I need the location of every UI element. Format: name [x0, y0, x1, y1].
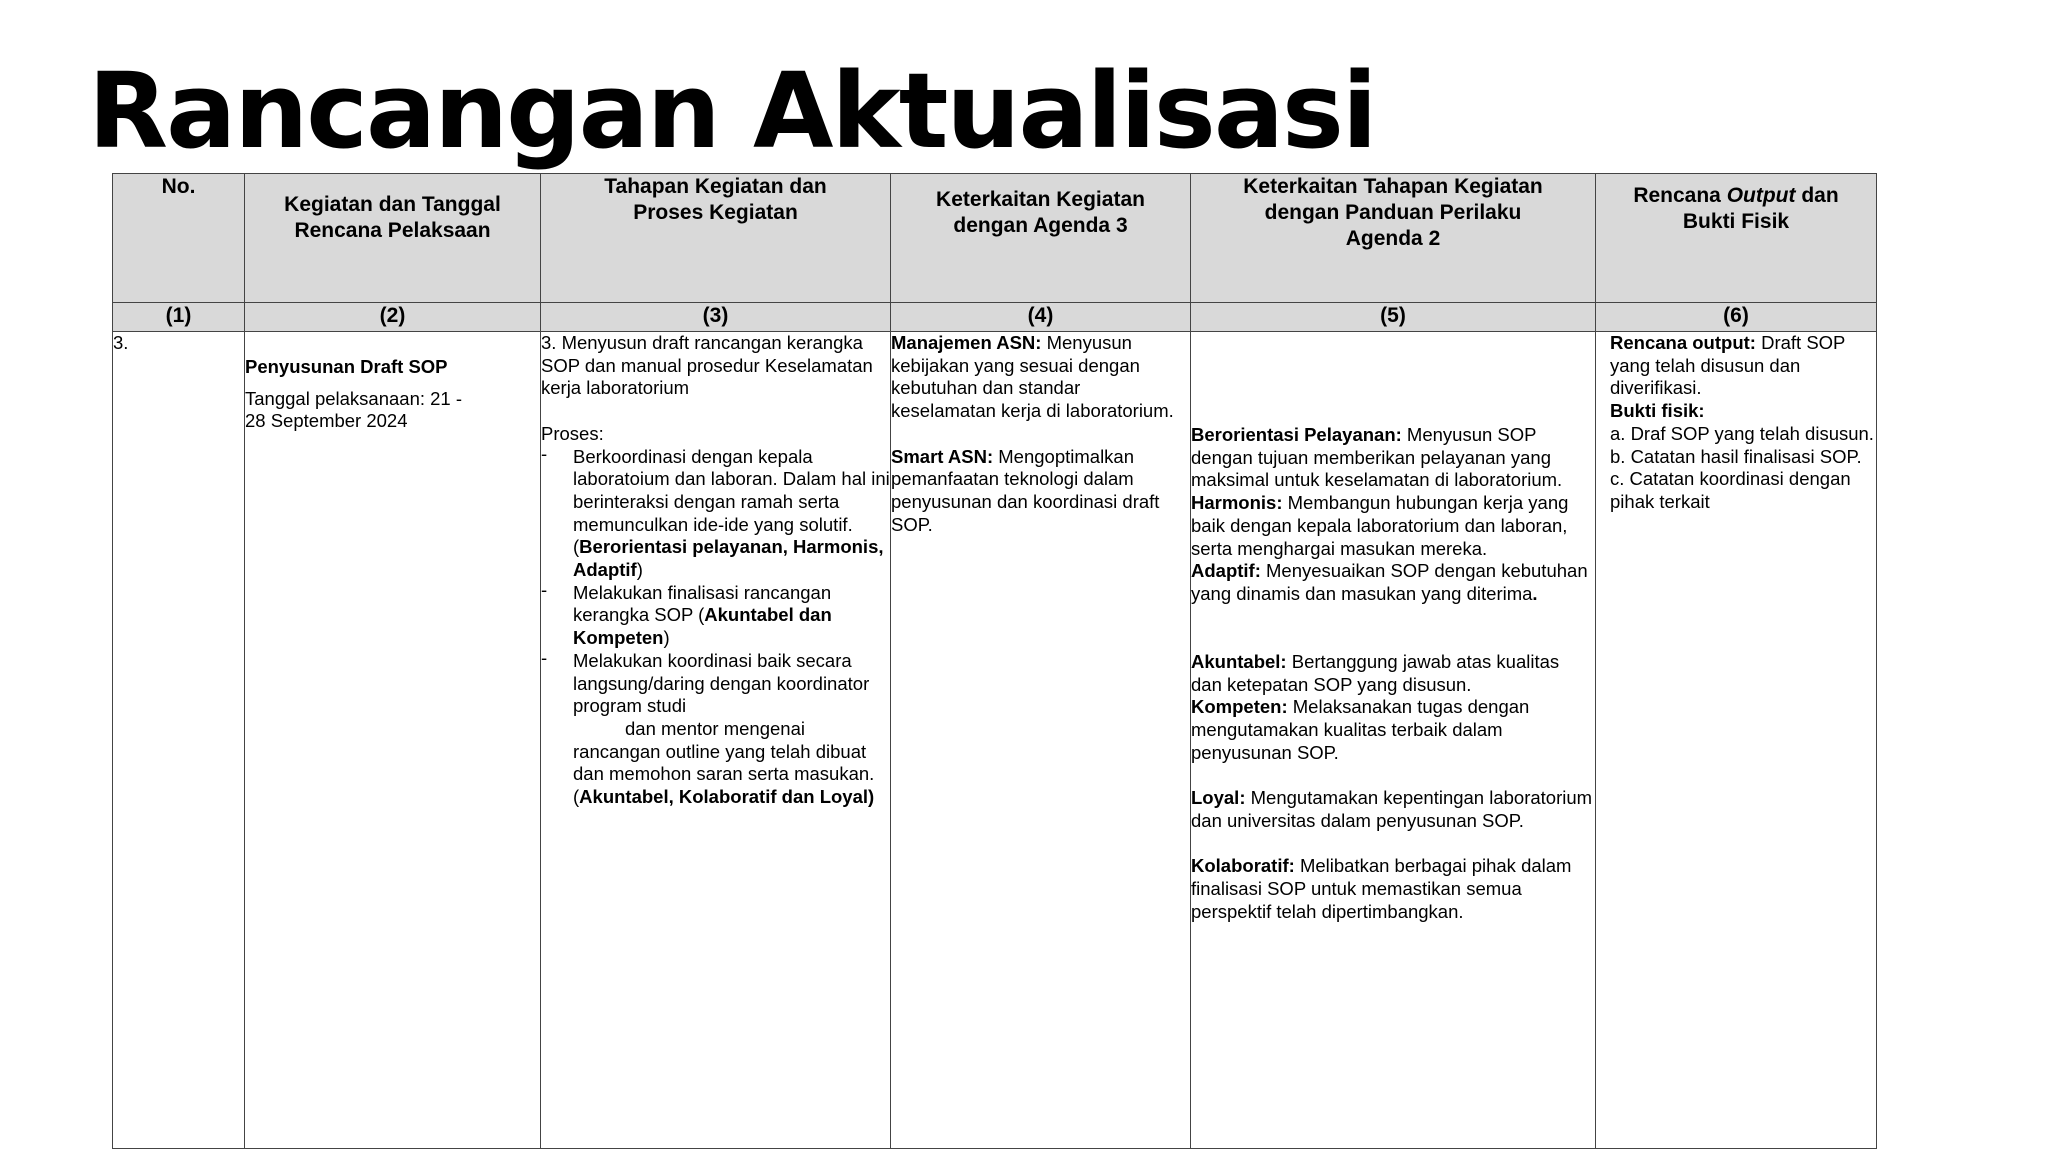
agenda2-item: Berorientasi Pelayanan: Menyusun SOP dengan tujuan memberikan pelayanan yang maksimal untuk keselamatan di laboratorium.	[1191, 424, 1563, 491]
col-number-3: (3)	[541, 303, 891, 332]
header-agenda2: Keterkaitan Tahapan Kegiatan dengan Panduan Perilaku Agenda 2	[1191, 174, 1596, 303]
cell-output	[1596, 332, 1877, 1149]
output-evidence-item: b. Catatan hasil finalisasi SOP.	[1610, 445, 1862, 467]
header-agenda3: Keterkaitan Kegiatan dengan Agenda 3	[891, 174, 1191, 303]
table-row	[113, 332, 1877, 1149]
col-number-5: (5)	[1191, 303, 1596, 332]
agenda3-item: Smart ASN: Mengoptimalkan pemanfaatan teknologi dalam penyusunan dan koordinasi draft SOP.	[891, 445, 1160, 535]
agenda2-item: Harmonis: Membangun hubungan kerja yang baik dengan kepala laboratorium dan laboran, serta menghargai masukan mereka.	[1191, 492, 1569, 559]
col-number-6: (6)	[1596, 303, 1877, 332]
list-item: - Berkoordinasi dengan kepala laboratoium dan laboran. Dalam hal ini berinteraksi dengan ramah serta memunculkan ide-ide yang solutif. (Berorientasi pelayanan, Harmonis, Adaptif)	[541, 446, 890, 582]
activity-date: Tanggal pelaksanaan: 21 - 28 September 2024	[245, 387, 463, 432]
output-plan: Rencana output: Draft SOP yang telah disusun dan diverifikasi.	[1610, 332, 1846, 399]
agenda3-item: Manajemen ASN: Menyusun kebijakan yang sesuai dengan kebutuhan dan standar keselamatan kerja di laboratorium.	[891, 332, 1174, 422]
cell-stages	[541, 332, 891, 1149]
col-number-2: (2)	[245, 303, 541, 332]
actualization-table	[112, 173, 1877, 1149]
col-number-4: (4)	[891, 303, 1191, 332]
stages-proses-label: Proses:	[541, 422, 604, 444]
header-activity: Kegiatan dan Tanggal Rencana Pelaksaan	[245, 174, 541, 303]
stages-list	[541, 446, 890, 809]
header-output: Rencana Output dan Bukti Fisik	[1596, 174, 1877, 303]
cell-agenda2	[1191, 332, 1596, 1149]
agenda2-item: Kolaboratif: Melibatkan berbagai pihak dalam finalisasi SOP untuk memastikan semua perspektif telah dipertimbangkan.	[1191, 855, 1572, 922]
agenda2-item: Akuntabel: Bertanggung jawab atas kualitas dan ketepatan SOP yang disusun.	[1191, 651, 1560, 695]
output-evidence-label: Bukti fisik:	[1610, 400, 1705, 422]
cell-no: 3.	[113, 332, 245, 1149]
agenda2-item: Kompeten: Melaksanakan tugas dengan mengutamakan kualitas terbaik dalam penyusunan SOP.	[1191, 696, 1530, 763]
stages-intro: 3. Menyusun draft rancangan kerangka SOP dan manual prosedur Keselamatan kerja laboratorium	[541, 332, 873, 399]
cell-agenda3	[891, 332, 1191, 1149]
output-evidence-item: c. Catatan koordinasi dengan pihak terkait	[1610, 468, 1851, 512]
list-item: - Melakukan finalisasi rancangan kerangka SOP (Akuntabel dan Kompeten)	[541, 582, 890, 650]
col-number-1: (1)	[113, 303, 245, 332]
activity-name: Penyusunan Draft SOP	[245, 356, 448, 377]
agenda2-item: Adaptif: Menyesuaikan SOP dengan kebutuhan yang dinamis dan masukan yang diterima.	[1191, 560, 1588, 604]
header-stages: Tahapan Kegiatan dan Proses Kegiatan	[541, 174, 891, 303]
output-evidence-item: a. Draf SOP yang telah disusun.	[1610, 422, 1874, 444]
number-row	[113, 303, 1877, 332]
header-row	[113, 174, 1877, 303]
page-title: Rancangan Aktualisasi	[88, 50, 1376, 172]
list-item: - Melakukan koordinasi baik secara langsung/daring dengan koordinator program studi dan mentor mengenai rancangan outline yang telah dibuat dan memohon saran serta masukan. (Akuntabel, Kolaboratif dan Loyal)	[541, 650, 890, 809]
cell-activity	[245, 332, 541, 1149]
agenda2-item: Loyal: Mengutamakan kepentingan laboratorium dan universitas dalam penyusunan SOP.	[1191, 787, 1593, 831]
header-no: No.	[113, 174, 245, 303]
